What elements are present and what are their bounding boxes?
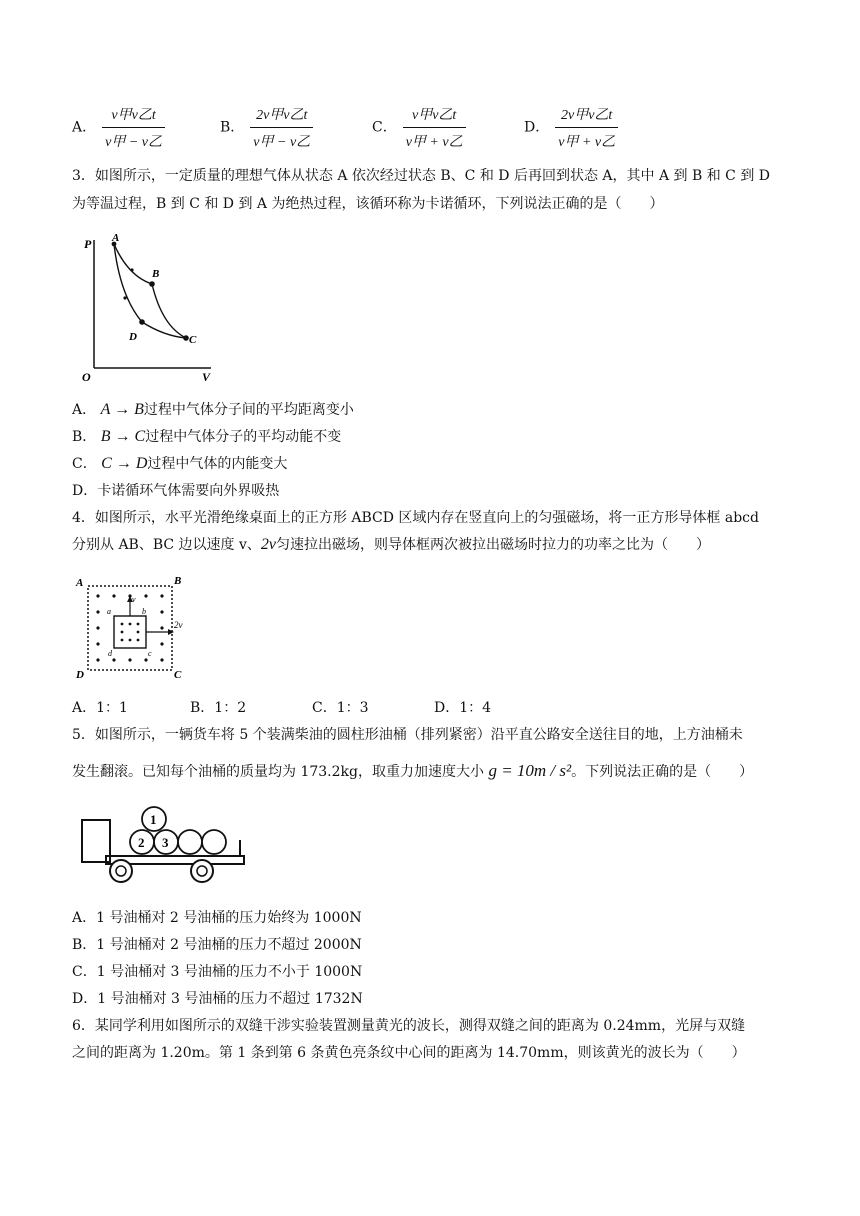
label-v: v xyxy=(132,595,136,604)
q5-stem-math: g = 10m / s² xyxy=(488,761,572,780)
fraction xyxy=(250,104,313,151)
label-b-inner: b xyxy=(142,607,146,616)
fraction-numerator: 2v甲v乙t xyxy=(555,104,618,128)
curve-d-a xyxy=(114,244,142,322)
fraction-denominator: v甲 − v乙 xyxy=(253,135,311,150)
option-label: C． xyxy=(72,456,97,472)
fraction xyxy=(403,104,466,151)
q2-option-d[interactable] xyxy=(524,104,618,151)
barrel-label-1: 1 xyxy=(150,812,157,827)
q4-stem-math: 2v xyxy=(260,536,277,553)
q4-stem-text: 分别从 AB、BC 边以速度 v、 xyxy=(72,537,261,553)
fraction xyxy=(102,104,165,151)
pv-diagram xyxy=(76,228,226,384)
fraction-denominator: v甲 + v乙 xyxy=(558,135,616,150)
q3-option-d[interactable] xyxy=(72,481,279,501)
wheel-rear xyxy=(191,860,213,882)
origin-label: O xyxy=(82,370,91,384)
point-d xyxy=(139,319,145,325)
label-d-corner: D xyxy=(76,669,84,681)
label-b: B xyxy=(152,268,160,280)
q5-option-a[interactable]: A．1 号油桶对 2 号油桶的压力始终为 1000N xyxy=(72,910,362,926)
q4-option-a[interactable]: A．1：1 xyxy=(72,700,128,716)
fraction xyxy=(555,104,618,151)
option-math: C → D xyxy=(101,455,148,472)
barrel-4 xyxy=(178,830,202,854)
q4-stem-line2 xyxy=(72,535,710,555)
option-label: D． xyxy=(72,483,98,499)
option-label: C． xyxy=(372,119,397,136)
magnetic-field-diagram xyxy=(70,572,190,684)
option-text: 过程中气体的内能变大 xyxy=(147,456,288,472)
label-c: C xyxy=(189,334,197,346)
fraction-numerator: 2v甲v乙t xyxy=(250,104,313,128)
label-a-inner: a xyxy=(107,607,111,616)
curve-c-d xyxy=(142,322,186,338)
q5-stem-text: 发生翻滚。已知每个油桶的质量均为 173.2kg，取重力加速度大小 xyxy=(72,764,484,780)
q2-option-c[interactable] xyxy=(372,104,466,151)
label-c-corner: C xyxy=(174,669,182,681)
fraction-numerator: v甲v乙t xyxy=(102,104,165,128)
barrel-label-3: 3 xyxy=(162,835,169,850)
q3-option-b[interactable] xyxy=(72,427,341,447)
fraction-denominator: v甲 + v乙 xyxy=(405,135,463,150)
q2-option-a[interactable] xyxy=(72,104,165,151)
option-label: A． xyxy=(72,119,97,136)
label-d: D xyxy=(129,331,137,343)
option-math: B → C xyxy=(100,428,146,445)
conductor-frame xyxy=(114,616,146,648)
q5-option-b[interactable]: B．1 号油桶对 2 号油桶的压力不超过 2000N xyxy=(72,937,362,953)
label-a: A xyxy=(112,232,120,244)
q5-stem-text: 。下列说法正确的是（ ） xyxy=(571,764,754,780)
barrel-5 xyxy=(202,830,226,854)
q3-stem-line1: 3．如图所示，一定质量的理想气体从状态 A 依次经过状态 B、C 和 D 后再回到状态 A，其中 A 到 B 和 C 到 D xyxy=(72,168,770,184)
option-text: 卡诺循环气体需要向外界吸热 xyxy=(97,483,280,499)
q2-option-b[interactable] xyxy=(220,104,313,151)
option-label: B． xyxy=(72,429,97,445)
q6-stem-line1: 6．某同学利用如图所示的双缝干涉实验装置测量黄光的波长，测得双缝之间的距离为 0.24mm，光屏与双缝 xyxy=(72,1018,746,1034)
option-label: A． xyxy=(72,402,97,418)
label-c-inner: c xyxy=(148,649,152,658)
option-text: 过程中气体分子的平均动能不变 xyxy=(145,429,342,445)
axis-label-v: V xyxy=(202,370,211,384)
q3-option-a[interactable] xyxy=(72,400,354,420)
q3-option-c[interactable] xyxy=(72,454,287,474)
fraction-numerator: v甲v乙t xyxy=(403,104,466,128)
q5-stem-line2 xyxy=(72,761,753,782)
truck-diagram xyxy=(76,800,246,890)
arrow-dot xyxy=(123,296,126,299)
q6-stem-line2: 之间的距离为 1.20m。第 1 条到第 6 条黄色亮条纹中心间的距离为 14.70mm，则该黄光的波长为（ ） xyxy=(72,1045,746,1061)
q4-option-d[interactable]: D．1：4 xyxy=(434,700,492,716)
option-text: 过程中气体分子间的平均距离变小 xyxy=(143,402,354,418)
q4-option-c[interactable]: C．1：3 xyxy=(312,700,369,716)
fraction-denominator: v甲 − v乙 xyxy=(105,135,162,150)
label-2v: 2v xyxy=(174,620,183,630)
q3-stem-line2: 为等温过程，B 到 C 和 D 到 A 为绝热过程，该循环称为卡诺循环，下列说法正确的是（ ） xyxy=(72,196,664,212)
q4-stem-text: 匀速拉出磁场，则导体框两次被拉出磁场时拉力的功率之比为（ ） xyxy=(276,537,711,553)
wheel-front xyxy=(110,860,132,882)
q4-stem-line1: 4．如图所示，水平光滑绝缘桌面上的正方形 ABCD 区域内存在竖直向上的匀强磁场，将一正方形导体框 abcd xyxy=(72,510,759,526)
q5-stem-line1: 5．如图所示，一辆货车将 5 个装满柴油的圆柱形油桶（排列紧密）沿平直公路安全送往目的地，上方油桶未 xyxy=(72,727,743,743)
option-label: B． xyxy=(220,119,245,136)
barrel-label-2: 2 xyxy=(138,835,145,850)
option-label: D． xyxy=(524,119,550,136)
arrow-dot xyxy=(130,268,133,271)
option-math: A → B xyxy=(100,401,144,418)
q5-option-d[interactable]: D．1 号油桶对 3 号油桶的压力不超过 1732N xyxy=(72,991,363,1007)
q4-option-b[interactable]: B．1：2 xyxy=(190,700,247,716)
q5-option-c[interactable]: C．1 号油桶对 3 号油桶的压力不小于 1000N xyxy=(72,964,363,980)
label-b-corner: B xyxy=(174,575,182,587)
label-d-inner: d xyxy=(108,649,112,658)
axis-label-p: P xyxy=(84,237,92,251)
point-c xyxy=(183,335,189,341)
point-b xyxy=(149,281,155,287)
label-a-corner: A xyxy=(76,577,84,589)
